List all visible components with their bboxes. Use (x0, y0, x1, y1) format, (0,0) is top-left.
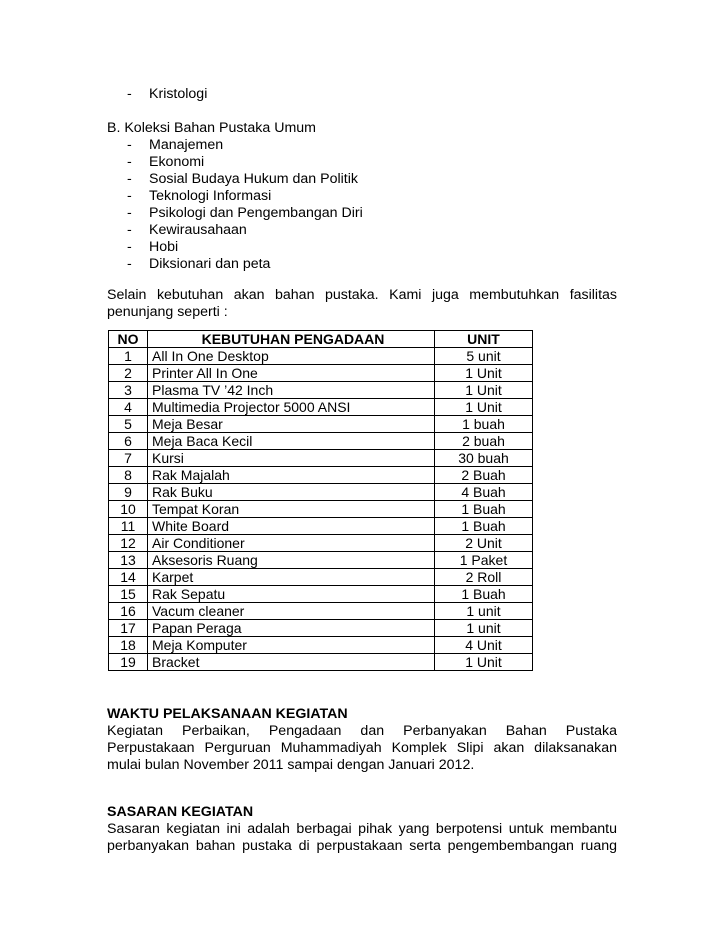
waktu-paragraph-line: Perpustakaan Perguruan Muhammadiyah Komplek Slipi akan dilaksanakan (107, 740, 617, 756)
cell-item: Meja Besar (148, 416, 435, 433)
list-item: Psikologi dan Pengembangan Diri (149, 205, 363, 221)
intro-paragraph-line: penunjang seperti : (107, 304, 228, 320)
sasaran-heading: SASARAN KEGIATAN (107, 804, 254, 820)
table-row (109, 535, 533, 552)
cell-item: Multimedia Projector 5000 ANSI (148, 399, 435, 416)
sasaran-paragraph-line: Sasaran kegiatan ini adalah berbagai pihak yang berpotensi untuk membantu (107, 821, 617, 837)
cell-unit: 1 unit (435, 620, 533, 637)
cell-no: 13 (109, 552, 148, 569)
waktu-paragraph-line: Kegiatan Perbaikan, Pengadaan dan Perbanyakan Bahan Pustaka (107, 723, 617, 739)
cell-item: White Board (148, 518, 435, 535)
cell-no: 12 (109, 535, 148, 552)
cell-unit: 1 Unit (435, 365, 533, 382)
cell-unit: 1 buah (435, 416, 533, 433)
header-unit: UNIT (435, 331, 533, 348)
list-item-kristologi: Kristologi (149, 86, 208, 102)
table-row (109, 399, 533, 416)
list-item: Kewirausahaan (149, 222, 247, 238)
cell-item: Air Conditioner (148, 535, 435, 552)
cell-unit: 1 Buah (435, 518, 533, 535)
list-dash: - (127, 222, 132, 238)
table-row (109, 569, 533, 586)
cell-unit: 1 Buah (435, 586, 533, 603)
cell-no: 17 (109, 620, 148, 637)
cell-no: 2 (109, 365, 148, 382)
cell-unit: 2 Unit (435, 535, 533, 552)
cell-unit: 1 Buah (435, 501, 533, 518)
table-row (109, 637, 533, 654)
cell-item: Tempat Koran (148, 501, 435, 518)
list-item: Ekonomi (149, 154, 205, 170)
list-dash: - (127, 137, 132, 153)
list-dash: - (127, 188, 132, 204)
cell-unit: 4 Buah (435, 484, 533, 501)
list-item: Hobi (149, 239, 179, 255)
table-row (109, 450, 533, 467)
cell-unit: 5 unit (435, 348, 533, 365)
cell-item: Meja Baca Kecil (148, 433, 435, 450)
cell-no: 10 (109, 501, 148, 518)
cell-item: Printer All In One (148, 365, 435, 382)
table-row (109, 467, 533, 484)
cell-no: 4 (109, 399, 148, 416)
table-row (109, 654, 533, 671)
cell-no: 1 (109, 348, 148, 365)
cell-unit: 2 Buah (435, 467, 533, 484)
waktu-heading: WAKTU PELAKSANAAN KEGIATAN (107, 706, 348, 722)
list-dash: - (127, 205, 132, 221)
cell-no: 3 (109, 382, 148, 399)
table-row (109, 433, 533, 450)
cell-unit: 1 unit (435, 603, 533, 620)
table-row (109, 484, 533, 501)
header-no: NO (109, 331, 148, 348)
cell-item: Plasma TV ’42 Inch (148, 382, 435, 399)
table-header-row (109, 331, 533, 348)
cell-unit: 1 Unit (435, 654, 533, 671)
cell-item: All In One Desktop (148, 348, 435, 365)
cell-item: Rak Majalah (148, 467, 435, 484)
table-row (109, 552, 533, 569)
table-row (109, 518, 533, 535)
list-item: Diksionari dan peta (149, 256, 271, 272)
section-b-heading: B. Koleksi Bahan Pustaka Umum (107, 120, 316, 136)
cell-item: Rak Sepatu (148, 586, 435, 603)
cell-item: Vacum cleaner (148, 603, 435, 620)
list-dash: - (127, 171, 132, 187)
sasaran-paragraph-line: perbanyakan bahan pustaka di perpustakaan serta pengembembangan ruang (107, 838, 617, 854)
cell-no: 19 (109, 654, 148, 671)
list-item: Teknologi Informasi (149, 188, 272, 204)
list-dash: - (127, 86, 132, 102)
table-row (109, 365, 533, 382)
cell-unit: 1 Unit (435, 382, 533, 399)
cell-unit: 1 Unit (435, 399, 533, 416)
list-item: Manajemen (149, 137, 224, 153)
cell-unit: 2 Roll (435, 569, 533, 586)
cell-item: Papan Peraga (148, 620, 435, 637)
list-dash: - (127, 239, 132, 255)
table-row (109, 382, 533, 399)
table-row (109, 586, 533, 603)
table-row (109, 603, 533, 620)
table-row (109, 501, 533, 518)
cell-item: Bracket (148, 654, 435, 671)
cell-no: 11 (109, 518, 148, 535)
cell-no: 6 (109, 433, 148, 450)
cell-unit: 30 buah (435, 450, 533, 467)
cell-no: 9 (109, 484, 148, 501)
cell-unit: 1 Paket (435, 552, 533, 569)
cell-no: 16 (109, 603, 148, 620)
cell-no: 15 (109, 586, 148, 603)
waktu-paragraph-line: mulai bulan November 2011 sampai dengan Januari 2012. (107, 757, 475, 773)
table-row (109, 620, 533, 637)
header-item: KEBUTUHAN PENGADAAN (148, 331, 435, 348)
cell-item: Rak Buku (148, 484, 435, 501)
cell-unit: 4 Unit (435, 637, 533, 654)
list-item: Sosial Budaya Hukum dan Politik (149, 171, 358, 187)
cell-no: 18 (109, 637, 148, 654)
cell-no: 5 (109, 416, 148, 433)
requirements-table (108, 330, 533, 671)
cell-unit: 2 buah (435, 433, 533, 450)
intro-paragraph-line: Selain kebutuhan akan bahan pustaka. Kami juga membutuhkan fasilitas (107, 287, 617, 303)
table-row (109, 348, 533, 365)
cell-no: 7 (109, 450, 148, 467)
cell-no: 14 (109, 569, 148, 586)
table-row (109, 416, 533, 433)
cell-item: Karpet (148, 569, 435, 586)
cell-no: 8 (109, 467, 148, 484)
cell-item: Kursi (148, 450, 435, 467)
list-dash: - (127, 256, 132, 272)
list-dash: - (127, 154, 132, 170)
cell-item: Aksesoris Ruang (148, 552, 435, 569)
cell-item: Meja Komputer (148, 637, 435, 654)
